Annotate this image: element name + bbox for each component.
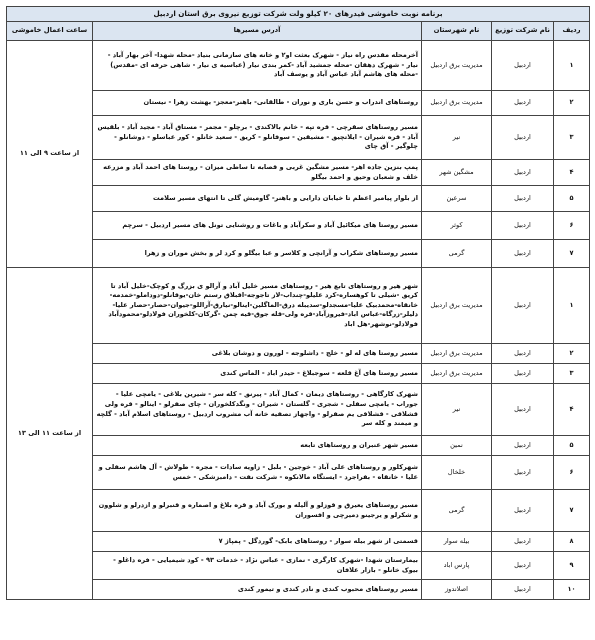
company-cell: اردبیل [492,268,554,344]
outage-time-cell: از ساعت ۱۱ الی ۱۳ [7,268,93,600]
row-number: ۹ [554,552,590,580]
city-cell: مدیریت برق اردبیل [422,344,492,364]
row-number: ۸ [554,532,590,552]
company-cell: اردبیل [492,240,554,268]
address-cell: شهر هیر و روستاهای تابع هیر - روستاهای مسیر خلیل آباد و آرالو ی بزرگ و کوچک-خلیل آباد تا کریق -شیلی تا کوهساره-کرد علیلو-چنداب-لاز تاجوجه-اقبلاق رستم خان-یوقانلو-دوداملو-خمدمه-خانقاه-محمدبیک علیا-مسجدلو-سدیبله درق-الماگلین-اینالو-نیارق-آراللو-جیوان-حصار-حصار علیا-دلیلر-زرگاه-عباس اباد-فیروزآباد-قره ولی-قله جوق-قیه چمن -گرکان-کلخوران فولادلو-محمودآباد فولادلو-نوشهر-هل اباد [93,268,422,344]
table-row [7,344,590,364]
table-row [7,41,590,91]
company-cell: اردبیل [492,532,554,552]
company-cell: اردبیل [492,580,554,600]
table-row [7,116,590,160]
city-cell: سرعین [422,186,492,212]
row-number: ۱ [554,268,590,344]
city-cell: مدیریت برق اردبیل [422,91,492,116]
header-time: ساعت اعمال خاموشی [7,22,93,41]
city-cell: مشگین شهر [422,160,492,186]
company-cell: اردبیل [492,91,554,116]
company-cell: اردبیل [492,490,554,532]
address-cell: پمپ بنزین جاده اهر- مسیر مشگین غربی و قصابه تا ساطی میزان - روستا های احمد آباد و مزرعه خلف و شعبان وحیق و احمد بیگلو [93,160,422,186]
city-cell: خلخال [422,456,492,490]
company-cell: اردبیل [492,116,554,160]
city-cell: کوثر [422,212,492,240]
city-cell: نمین [422,436,492,456]
row-number: ۱۰ [554,580,590,600]
address-cell: روستاهای اندراب و حسن باری و نوران - طالقانی- باهنر-معجز- بهشت زهرا - نیستان [93,91,422,116]
company-cell: اردبیل [492,552,554,580]
row-number: ۷ [554,490,590,532]
row-number: ۲ [554,91,590,116]
row-number: ۶ [554,456,590,490]
row-number: ۶ [554,212,590,240]
address-cell: از بلوار پیامبر اعظم تا خیابان دارایی و باهنر- گاومیش گلی تا انتهای مسیر سلامت [93,186,422,212]
row-number: ۵ [554,186,590,212]
address-cell: بیمارستان شهدا -شهرک کارگری - نمازی - عباس نژاد - خدمات ۹۳ - کود شیمیایی - فره داغلو - بیوک خانلو - بازار علافان [93,552,422,580]
company-cell: اردبیل [492,436,554,456]
address-cell: آخرمحله مقدس راه نیاز - شهرک بعثت او۲ و خانه های سازمانی بنیاد -محله شهدا- آخر بهار آباد - نیار - شهرک دهقان -محله جمشید آباد -کمر بندی نیار (عباسیه ی نیار - شاهی حرفه ای -مقدس) -محله های هاشم آباد عباس آباد و یوسف آباد [93,41,422,91]
address-cell: شهرک کارگاهی - روستاهای دیمان - کمال آباد - پیرنق - کله سر - شیرین بلاغی - یامچی علیا - جوراب - یامچی سفلی - شجری - گلستان - شیران - ونگدکلخوران - چای صفرلو - اینالو - قره ولی قشلاقی - قشلاقی یم صفرلو - واجهاز تصفیه خانه آب مشروب اردبیل - روستاهای اسلام آباد - گلچه و میمند و کله سر [93,384,422,436]
company-cell: اردبیل [492,160,554,186]
address-cell: مسیر شهر عنبران و روستاهای تابعه [93,436,422,456]
page-title: برنامه نوبت خاموشی فیدرهای ۲۰ کیلو ولت شرکت توزیع نیروی برق استان اردبیل [7,7,590,22]
table-row [7,532,590,552]
city-cell: گرمی [422,240,492,268]
city-cell: نیر [422,116,492,160]
title-row [7,7,590,22]
table-row [7,212,590,240]
table-row [7,364,590,384]
city-cell: مدیریت برق اردبیل [422,41,492,91]
row-number: ۴ [554,160,590,186]
company-cell: اردبیل [492,456,554,490]
table-row [7,384,590,436]
header-row [7,22,590,41]
city-cell: گرمی [422,490,492,532]
city-cell: بیله سوار [422,532,492,552]
address-cell: مسیر روستاهای شکراب و آرانچی و کلاسر و عبا بیگلو و کرد لر و بخش موران و زهرا [93,240,422,268]
company-cell: اردبیل [492,364,554,384]
city-cell: مدیریت برق اردبیل [422,364,492,384]
address-cell: مسیر روستاهای یعیرق و قوزلو و آلیله و بورک آباد و قره بلاغ و اصماره و قنبرلو و ازدرلو و شلوون و شکرلو و یرجینو دمیرچی و افسوران [93,490,422,532]
address-cell: مسیر روستاهای محبوب کندی و نادر کندی و تیمور کندی [93,580,422,600]
table-row [7,268,590,344]
table-row [7,160,590,186]
header-city: نام شهرستان [422,22,492,41]
row-number: ۳ [554,116,590,160]
table-row [7,456,590,490]
schedule-sheet [6,6,589,600]
header-address: آدرس مسیرها [93,22,422,41]
row-number: ۵ [554,436,590,456]
row-number: ۴ [554,384,590,436]
table-row [7,580,590,600]
address-cell: مسیر روستا های له لو - خلج - داشلوجه - لورون و دوشان بلاغی [93,344,422,364]
row-number: ۳ [554,364,590,384]
company-cell: اردبیل [492,344,554,364]
company-cell: اردبیل [492,384,554,436]
address-cell: مسیر روستا های آغ قلعه - سوجبلاغ - حیدر اباد - الماس کندی [93,364,422,384]
outage-time-cell: از ساعت ۹ الی ۱۱ [7,41,93,268]
row-number: ۲ [554,344,590,364]
city-cell: مدیریت برق اردبیل [422,268,492,344]
address-cell: مسیر روستاهای سقرچی - قره تپه - خانم بالاکندی - برچلو - مجمر - مستاق آباد - مجید آباد - بلقیس آباد - قره شیران - ایلاتچیق - مشیقین - سوفانلو - کریق - سعید خانلو - کور عباسلو - دوشانلو - چلوگیر - آق چای [93,116,422,160]
header-row-number: ردیف [554,22,590,41]
outage-table [6,6,590,600]
row-number: ۷ [554,240,590,268]
company-cell: اردبیل [492,41,554,91]
table-row [7,186,590,212]
address-cell: قسمتی از شهر بیله سوار - روستاهای بابک- گوردگل - پمپاژ ۷ [93,532,422,552]
table-row [7,436,590,456]
company-cell: اردبیل [492,212,554,240]
city-cell: پارس اباد [422,552,492,580]
header-company: نام شرکت توزیع [492,22,554,41]
row-number: ۱ [554,41,590,91]
table-row [7,490,590,532]
table-row [7,552,590,580]
city-cell: نیر [422,384,492,436]
city-cell: اصلاندوز [422,580,492,600]
address-cell: مسیر روستا های میکائیل آباد و سکرآباد و باغات و روشنایی تونل های مسیر اردبیل - سرچم [93,212,422,240]
company-cell: اردبیل [492,186,554,212]
address-cell: شهرکلور و روستاهای علی آباد - خوجین - بلبل - زاویه سادات - مجره - طولاش - آل هاشم سفلی و علیا - خانقاه - بفراجرد - ایستگاه مالانکوه - شرکت نفت - دامبزشکی - خمس [93,456,422,490]
table-row [7,91,590,116]
table-row [7,240,590,268]
